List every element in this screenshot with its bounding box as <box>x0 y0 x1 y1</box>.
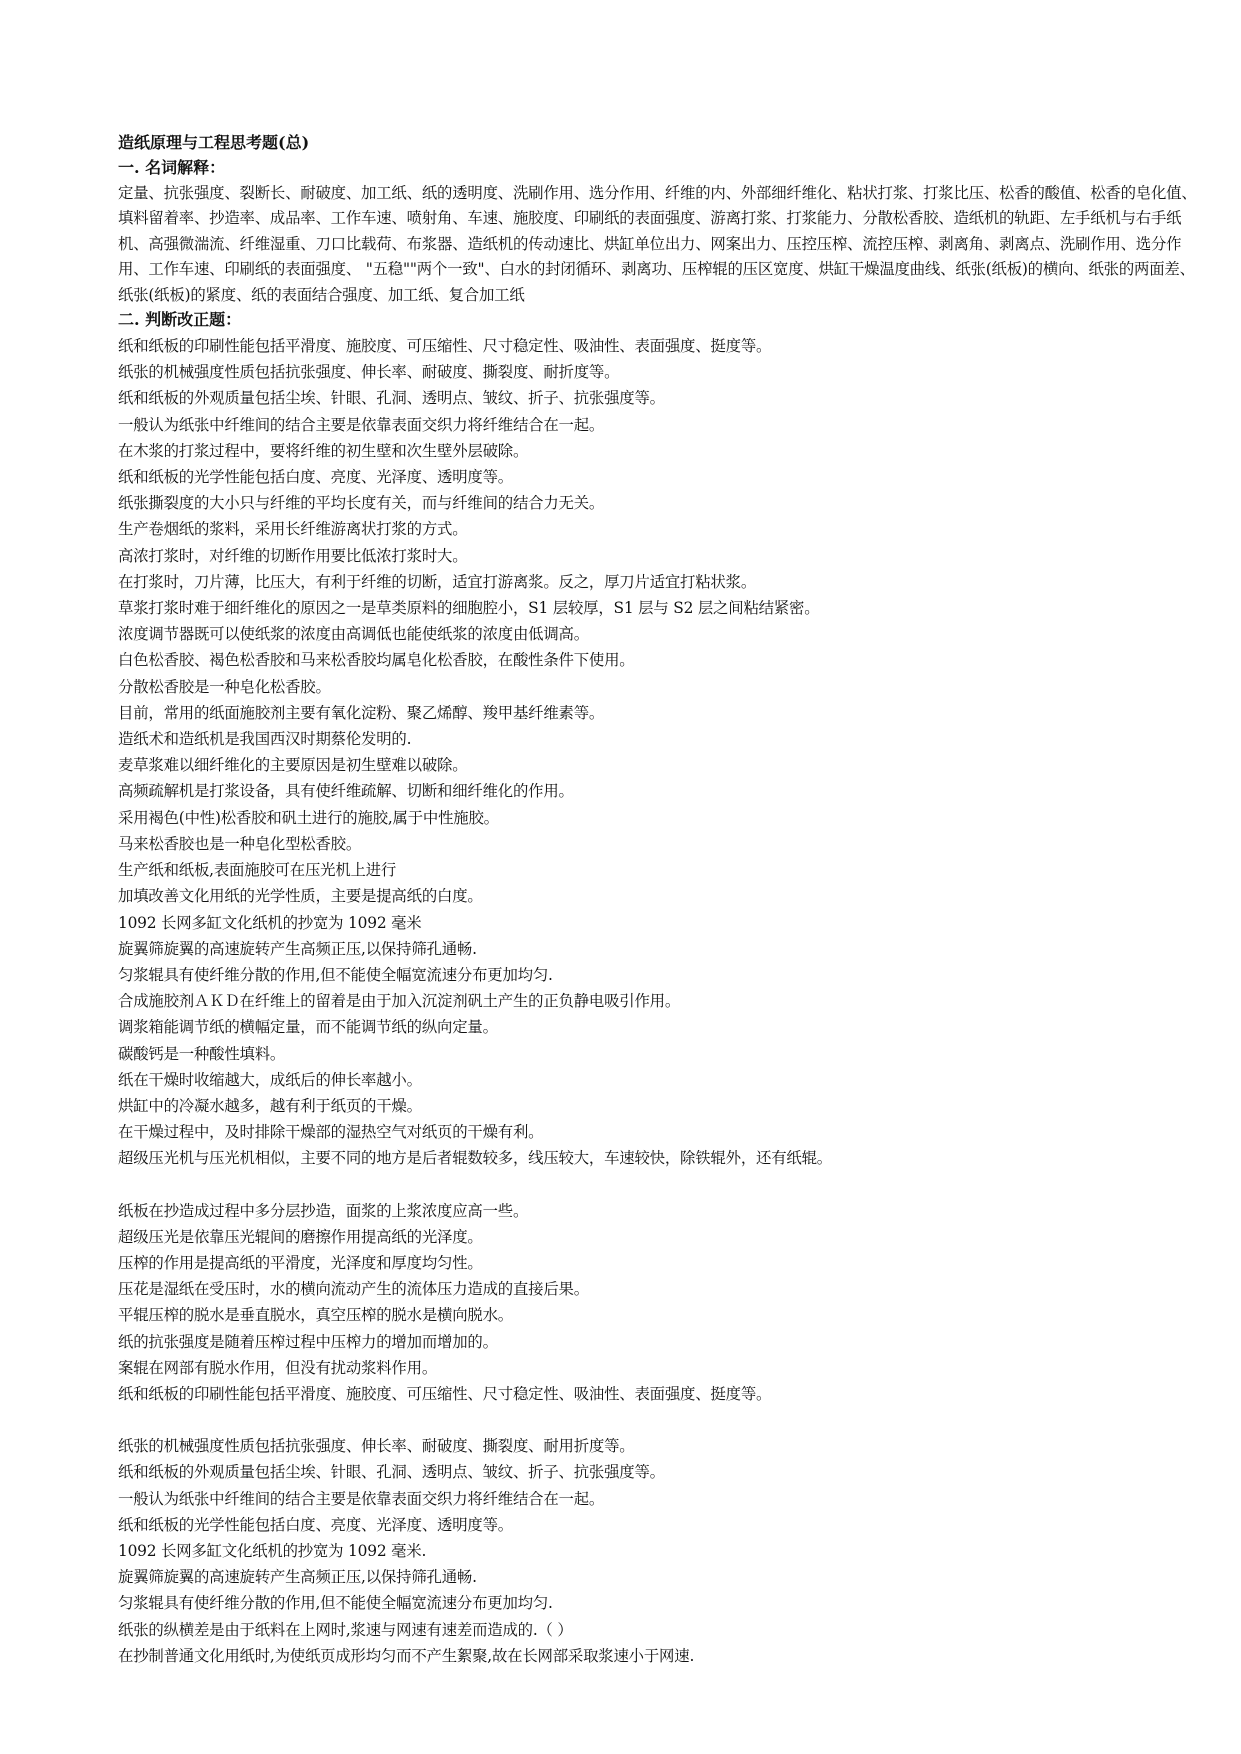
list-item: 在干燥过程中，及时排除干燥部的湿热空气对纸页的干燥有利。 <box>118 1123 544 1142</box>
section-heading-terms: 一. 名词解释： <box>118 158 226 177</box>
list-item: 纸和纸板的印刷性能包括平滑度、施胶度、可压缩性、尺寸稳定性、吸油性、表面强度、挺度等。 <box>118 337 772 356</box>
list-item: 匀浆辊具有使纤维分散的作用,但不能使全幅宽流速分布更加均匀. <box>118 965 553 984</box>
document-page <box>118 133 1198 1669</box>
list-item: 纸和纸板的印刷性能包括平滑度、施胶度、可压缩性、尺寸稳定性、吸油性、表面强度、挺度等。 <box>118 1384 772 1403</box>
list-item: 1092 长网多缸文化纸机的抄宽为 1092 毫米 <box>118 913 422 932</box>
list-item: 纸张的纵横差是由于纸料在上网时,浆速与网速有速差而造成的.（ ） <box>118 1620 573 1639</box>
list-item: 案辊在网部有脱水作用，但没有扰动浆料作用。 <box>118 1358 438 1377</box>
list-item: 高浓打浆时，对纤维的切断作用要比低浓打浆时大。 <box>118 546 468 565</box>
list-item: 在抄制普通文化用纸时,为使纸页成形均匀而不产生絮聚,故在长网部采取浆速小于网速. <box>118 1646 695 1665</box>
list-item: 纸和纸板的外观质量包括尘埃、针眼、孔洞、透明点、皱纹、折子、抗张强度等。 <box>118 1463 665 1482</box>
list-item: 纸张的机械强度性质包括抗张强度、伸长率、耐破度、撕裂度、耐折度等。 <box>118 363 620 382</box>
list-item: 造纸术和造纸机是我国西汉时期蔡伦发明的. <box>118 730 412 749</box>
list-item: 一般认为纸张中纤维间的结合主要是依靠表面交织力将纤维结合在一起。 <box>118 1489 605 1508</box>
list-item: 在木浆的打浆过程中，要将纤维的初生壁和次生壁外层破除。 <box>118 441 529 460</box>
list-item: 生产纸和纸板,表面施胶可在压光机上进行 <box>118 861 397 880</box>
list-item: 浓度调节器既可以使纸浆的浓度由高调低也能使纸浆的浓度由低调高。 <box>118 625 589 644</box>
list-item: 纸的抗张强度是随着压榨过程中压榨力的增加而增加的。 <box>118 1332 498 1351</box>
list-item: 调浆箱能调节纸的横幅定量，而不能调节纸的纵向定量。 <box>118 1018 498 1037</box>
list-item: 旋翼筛旋翼的高速旋转产生高频正压,以保持筛孔通畅. <box>118 1568 477 1587</box>
list-item: 麦草浆难以细纤维化的主要原因是初生壁难以破除。 <box>118 756 468 775</box>
list-item: 纸和纸板的外观质量包括尘埃、针眼、孔洞、透明点、皱纹、折子、抗张强度等。 <box>118 389 665 408</box>
list-item: 生产卷烟纸的浆料，采用长纤维游离状打浆的方式。 <box>118 520 468 539</box>
list-item: 压榨的作用是提高纸的平滑度，光泽度和厚度均匀性。 <box>118 1253 483 1272</box>
list-item: 马来松香胶也是一种皂化型松香胶。 <box>118 834 362 853</box>
list-item: 分散松香胶是一种皂化松香胶。 <box>118 677 331 696</box>
list-item: 纸和纸板的光学性能包括白度、亮度、光泽度、透明度等。 <box>118 1515 513 1534</box>
list-item: 超级压光是依靠压光辊间的磨擦作用提高纸的光泽度。 <box>118 1227 483 1246</box>
terms-paragraph: 定量、抗张强度、裂断长、耐破度、加工纸、纸的透明度、洗刷作用、选分作用、纤维的内、外部细纤维化、粘状打浆、打浆比压、松香的酸值、松香的皂化值、填料留着率、抄造率、成品率、工作车速、喷射角、车速、施胶度、印刷纸的表面强度、游离打浆、打浆能力、分散松香胶、造纸机的轨距、左手纸机与右手纸机、高强微湍流、纤维湿重、刀口比载荷、布浆器、造纸机的传动速比、烘缸单位出力、网案出力、压控压榨、流控压榨、剥离角、剥离点、洗刷作用、选分作用、工作车速、印刷纸的表面强度、 "五稳""两个一致"、白水的封闭循环、剥离功、压榨辊的压区宽度、烘缸干燥温度曲线、纸张(纸板)的横向、纸张的两面差、纸张(纸板)的紧度、纸的表面结合强度、加工纸、复合加工纸 <box>118 184 1197 304</box>
list-item: 在打浆时，刀片薄，比压大，有利于纤维的切断，适宜打游离浆。反之，厚刀片适宜打粘状浆。 <box>118 572 757 591</box>
list-item: 旋翼筛旋翼的高速旋转产生高频正压,以保持筛孔通畅. <box>118 939 477 958</box>
list-item: 1092 长网多缸文化纸机的抄宽为 1092 毫米. <box>118 1541 427 1560</box>
list-item: 平辊压榨的脱水是垂直脱水，真空压榨的脱水是横向脱水。 <box>118 1306 513 1325</box>
list-item: 草浆打浆时难于细纤维化的原因之一是草类原料的细胞腔小，S1 层较厚，S1 层与 S2 层之间粘结紧密。 <box>118 599 820 618</box>
question-list <box>118 333 1198 1669</box>
list-item: 匀浆辊具有使纤维分散的作用,但不能使全幅宽流速分布更加均匀. <box>118 1594 553 1613</box>
list-item: 纸张的机械强度性质包括抗张强度、伸长率、耐破度、撕裂度、耐用折度等。 <box>118 1437 635 1456</box>
list-item: 压花是湿纸在受压时，水的横向流动产生的流体压力造成的直接后果。 <box>118 1280 589 1299</box>
list-item: 超级压光机与压光机相似，主要不同的地方是后者辊数较多，线压较大，车速较快，除铁辊外，还有纸辊。 <box>118 1149 832 1168</box>
list-item: 一般认为纸张中纤维间的结合主要是依靠表面交织力将纤维结合在一起。 <box>118 415 605 434</box>
list-item: 采用褐色(中性)松香胶和矾土进行的施胶,属于中性施胶。 <box>118 808 499 827</box>
list-item: 白色松香胶、褐色松香胶和马来松香胶均属皂化松香胶，在酸性条件下使用。 <box>118 651 635 670</box>
list-item: 烘缸中的冷凝水越多，越有利于纸页的干燥。 <box>118 1096 422 1115</box>
list-item: 碳酸钙是一种酸性填料。 <box>118 1044 286 1063</box>
section-heading-true-false: 二. 判断改正题： <box>118 310 242 330</box>
list-item: 加填改善文化用纸的光学性质，主要是提高纸的白度。 <box>118 887 483 906</box>
list-item: 纸张撕裂度的大小只与纤维的平均长度有关，而与纤维间的结合力无关。 <box>118 494 605 513</box>
list-item: 纸板在抄造成过程中多分层抄造，面浆的上浆浓度应高一些。 <box>118 1201 529 1220</box>
list-item: 纸和纸板的光学性能包括白度、亮度、光泽度、透明度等。 <box>118 468 513 487</box>
list-item: 纸在干燥时收缩越大，成纸后的伸长率越小。 <box>118 1070 422 1089</box>
list-item: 目前，常用的纸面施胶剂主要有氧化淀粉、聚乙烯醇、羧甲基纤维素等。 <box>118 703 605 722</box>
list-item: 高频疏解机是打浆设备，具有使纤维疏解、切断和细纤维化的作用。 <box>118 782 574 801</box>
list-item: 合成施胶剂ＡＫＤ在纤维上的留着是由于加入沉淀剂矾土产生的正负静电吸引作用。 <box>118 992 681 1011</box>
document-title: 造纸原理与工程思考题(总) <box>118 133 310 152</box>
